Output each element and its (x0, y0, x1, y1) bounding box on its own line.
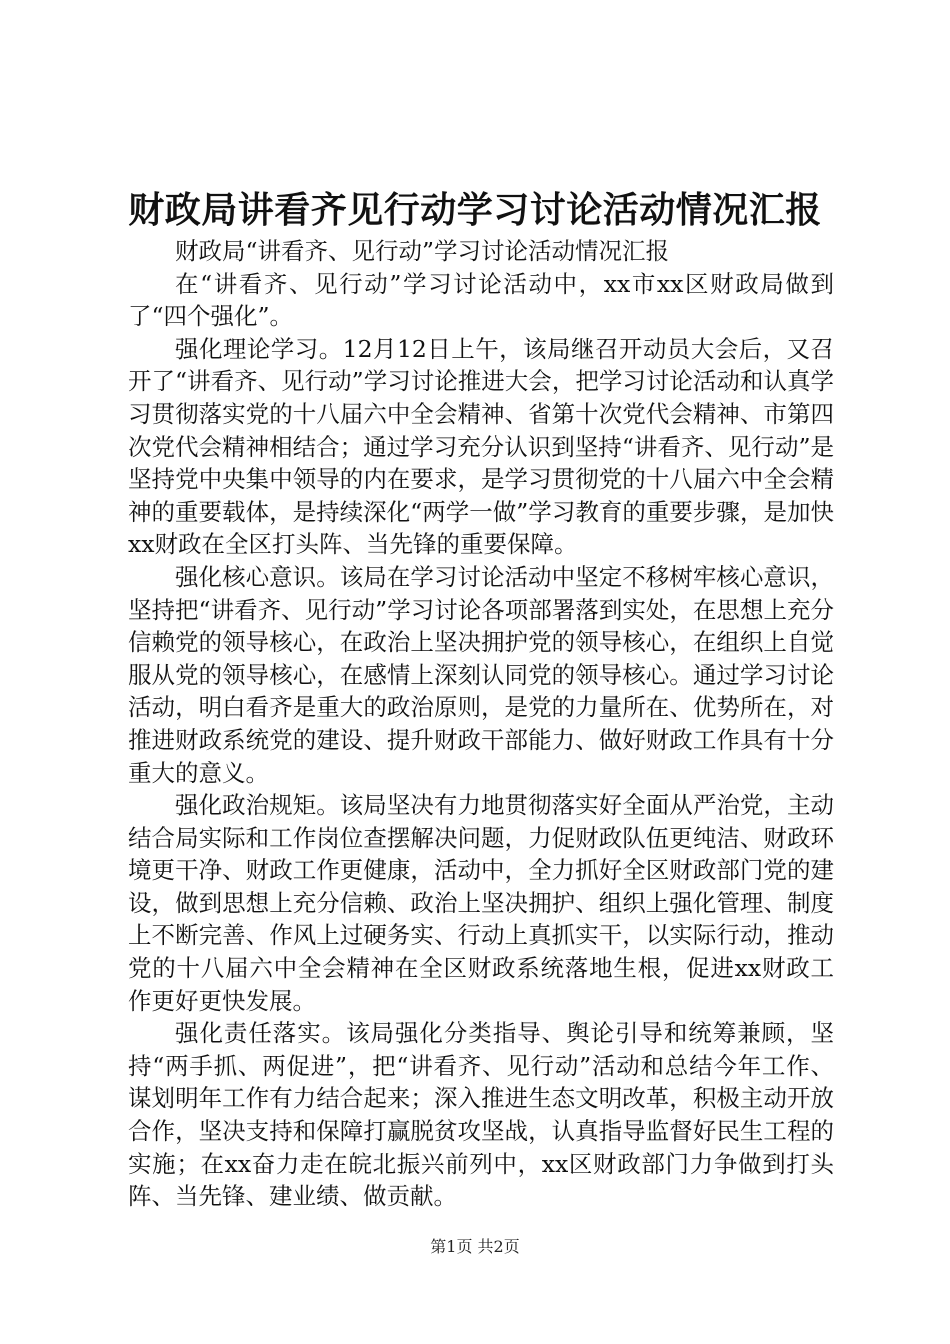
page-number-footer: 第1页 共2页 (430, 1237, 520, 1256)
paragraph-intro: 在“讲看齐、见行动”学习讨论活动中，xx市xx区财政局做到了“四个强化”。 (128, 269, 834, 331)
paragraph-core-awareness: 强化核心意识。该局在学习讨论活动中坚定不移树牢核心意识，坚持把“讲看齐、见行动”学习讨论各项部署落到实处，在思想上充分信赖党的领导核心，在政治上坚决拥护党的领导核心，在组织上自觉服从党的领导核心，在感情上深刻认同党的领导核心。通过学习讨论活动，明白看齐是重大的政治原则，是党的力量所在、优势所在，对推进财政系统党的建设、提升财政干部能力、做好财政工作具有十分重大的意义。 (128, 562, 834, 787)
paragraph-theory-study: 强化理论学习。12月12日上午，该局继召开动员大会后，又召开了“讲看齐、见行动”学习讨论推进大会，把学习讨论活动和认真学习贯彻落实党的十八届六中全会精神、省第十次党代会精神、市第四次党代会精神相结合；通过学习充分认识到坚持“讲看齐、见行动”是坚持党中央集中领导的内在要求，是学习贯彻党的十八届六中全会精神的重要载体，是持续深化“两学一做”学习教育的重要步骤，是加快xx财政在全区打头阵、当先锋的重要保障。 (128, 334, 834, 559)
paragraph-political-rules: 强化政治规矩。该局坚决有力地贯彻落实好全面从严治党，主动结合局实际和工作岗位查摆解决问题，力促财政队伍更纯洁、财政环境更干净、财政工作更健康，活动中，全力抓好全区财政部门党的建设，做到思想上充分信赖、政治上坚决拥护、组织上强化管理、制度上不断完善、作风上过硬务实、行动上真抓实干，以实际行动，推动党的十八届六中全会精神在全区财政系统落地生根，促进xx财政工作更好更快发展。 (128, 791, 834, 1015)
document-body (128, 235, 834, 1213)
paragraph-responsibility: 强化责任落实。该局强化分类指导、舆论引导和统筹兼顾，坚持“两手抓、两促进”，把“讲看齐、见行动”活动和总结今年工作、谋划明年工作有力结合起来；深入推进生态文明改革，积极主动开放合作，坚决支持和保障打赢脱贫攻坚战，认真指导监督好民生工程的实施；在xx奋力走在皖北振兴前列中，xx区财政部门力争做到打头阵、当先锋、建业绩、做贡献。 (128, 1019, 834, 1211)
paragraph-subtitle: 财政局“讲看齐、见行动”学习讨论活动情况汇报 (175, 237, 670, 265)
document-title: 财政局讲看齐见行动学习讨论活动情况汇报 (128, 189, 822, 231)
